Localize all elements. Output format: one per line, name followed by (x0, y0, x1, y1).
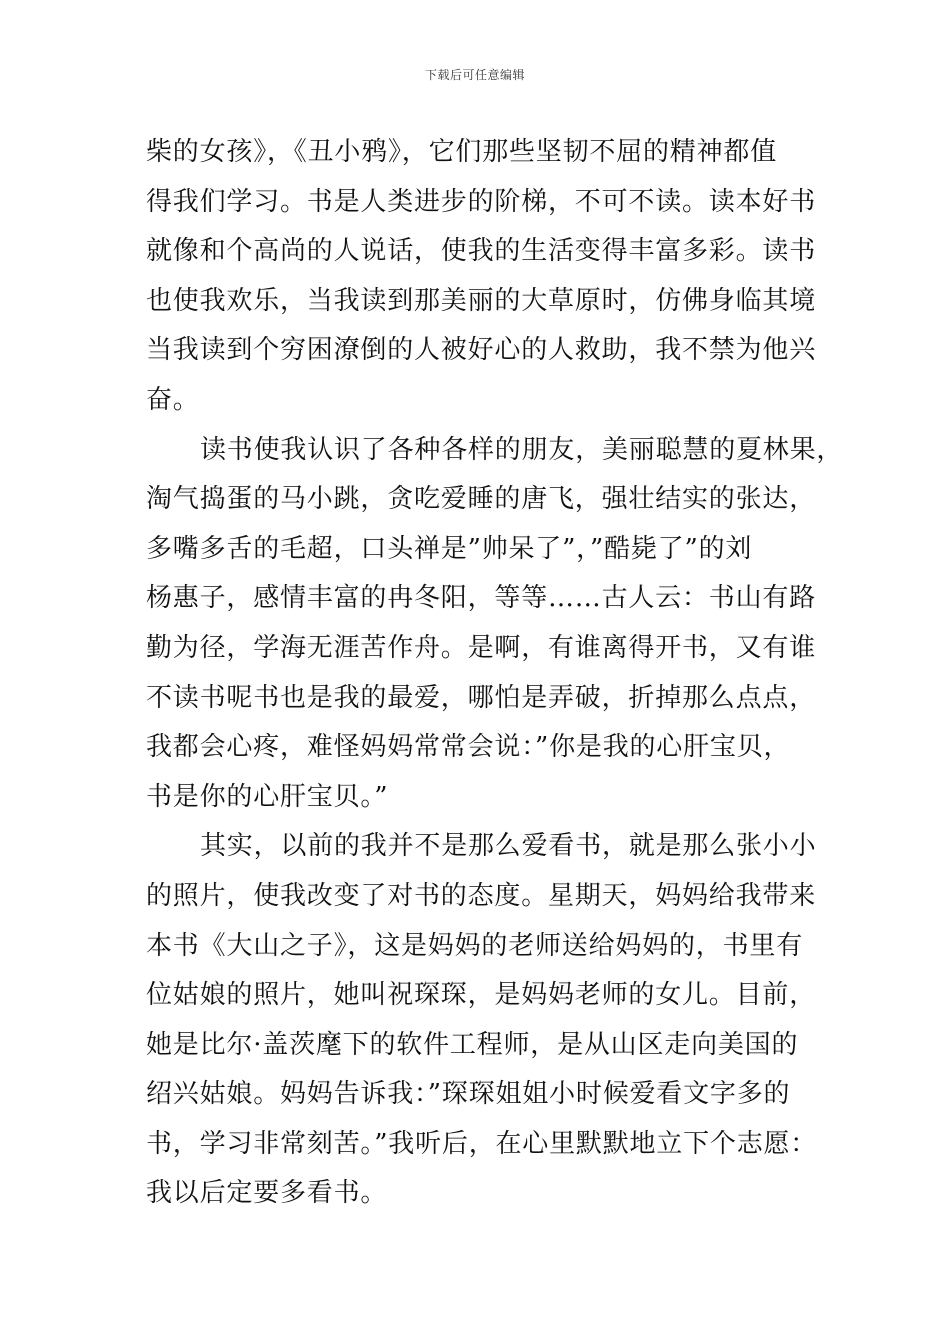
document-body (146, 128, 844, 1219)
text-line: 的照片，使我改变了对书的态度。星期天，妈妈给我带来 (146, 880, 817, 911)
paragraph-1 (146, 128, 836, 426)
text-line: 不读书呢书也是我的最爱，哪怕是弄破，折掉那么点点， (146, 682, 817, 713)
text-line: 其实，以前的我并不是那么爱看书，就是那么张小小 (200, 831, 817, 862)
text-line: 她是比尔·盖茨麾下的软件工程师，是从山区走向美国的 (146, 1029, 799, 1060)
text-line: 杨惠子，感情丰富的冉冬阳，等等……古人云：书山有路 (146, 583, 817, 614)
text-line: 书，学习非常刻苦。”我听后，在心里默默地立下个志愿： (146, 1128, 818, 1159)
text-line: 位姑娘的照片，她叫祝琛琛，是妈妈老师的女儿。目前， (146, 980, 817, 1011)
text-line: 我以后定要多看书。 (146, 1178, 388, 1209)
text-line: 奋。 (146, 384, 200, 415)
text-line: 多嘴多舌的毛超，口头禅是”帅呆了”，”酷毙了”的刘 (146, 533, 753, 564)
text-line: 柴的女孩》，《丑小鸦》，它们那些坚韧不屈的精神都值 (146, 137, 778, 167)
text-line: 书是你的心肝宝贝。” (146, 781, 389, 812)
text-line: 绍兴姑娘。妈妈告诉我：”琛琛姐姐小时候爱看文字多的 (146, 1079, 791, 1110)
text-line: 就像和个高尚的人说话，使我的生活变得丰富多彩。读书 (146, 236, 817, 267)
text-line: 淘气捣蛋的马小跳，贪吃爱睡的唐飞，强壮结实的张达， (146, 484, 817, 515)
text-line: 也使我欢乐，当我读到那美丽的大草原时，仿佛身临其境 (146, 285, 817, 316)
paragraph-2 (146, 426, 844, 823)
text-line: 读书使我认识了各种各样的朋友，美丽聪慧的夏林果， (200, 434, 844, 465)
text-line: 我都会心疼，难怪妈妈常常会说：”你是我的心肝宝贝， (146, 732, 791, 763)
text-line: 当我读到个穷困潦倒的人被好心的人救助，我不禁为他兴 (146, 335, 817, 366)
paragraph-3 (146, 822, 836, 1219)
text-line: 本书《大山之子》，这是妈妈的老师送给妈妈的，书里有 (146, 930, 804, 961)
page-header: 下载后可任意编辑 (424, 68, 525, 82)
text-line: 得我们学习。书是人类进步的阶梯，不可不读。读本好书 (146, 186, 817, 217)
text-line: 勤为径，学海无涯苦作舟。是啊，有谁离得开书，又有谁 (146, 632, 817, 663)
